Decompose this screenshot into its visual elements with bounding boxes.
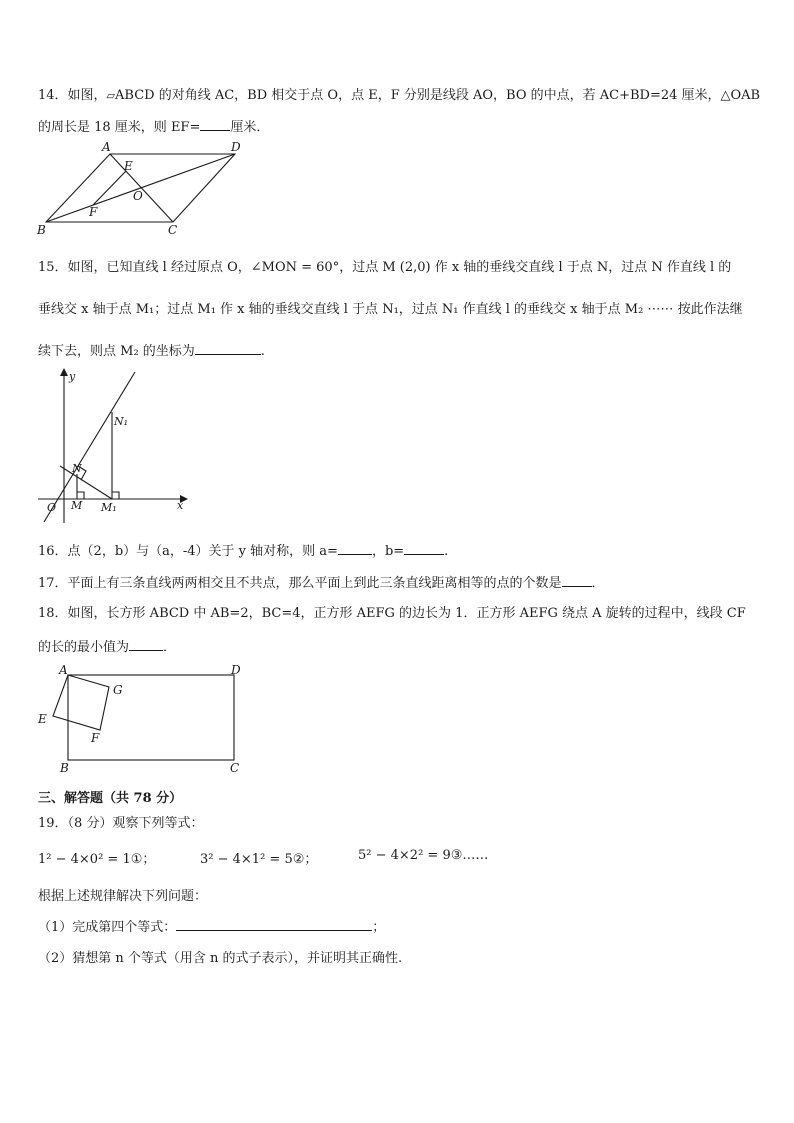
q15-text-b: .	[260, 344, 265, 359]
q16-text-a: 16．点（2，b）与（a，-4）关于 y 轴对称，则 a=	[38, 544, 338, 559]
q16-blank-b[interactable]	[404, 554, 444, 555]
right-angle-m1	[112, 492, 119, 499]
q18-line2	[38, 636, 176, 655]
q19-part1	[38, 916, 385, 935]
q19-eq3: 5² − 4×2² = 9③……	[358, 848, 489, 863]
q15-label-m: M	[71, 499, 83, 512]
q16-blank-a[interactable]	[338, 554, 372, 555]
q17-line	[38, 572, 605, 591]
right-angle-m	[77, 492, 84, 499]
q14-label-a: A	[102, 140, 111, 154]
q15-answer-blank[interactable]	[195, 354, 261, 355]
q18-label-e: E	[38, 712, 47, 726]
q18-text-a: 的长的最小值为	[38, 640, 130, 655]
q16-text-b: ，b=	[371, 544, 405, 559]
q15-label-y: y	[69, 370, 76, 383]
parallelogram-symbol: ▱	[106, 89, 116, 102]
q18-label-a: A	[59, 663, 68, 677]
q14-figure	[30, 140, 260, 240]
q14-line1	[38, 84, 760, 103]
q15-label-m1: M₁	[101, 501, 117, 514]
q18-answer-blank[interactable]	[129, 650, 163, 651]
q19-eq2: 3² − 4×1² = 5②；	[200, 852, 318, 867]
q15-line2: 垂线交 x 轴于点 M₁；过点 M₁ 作 x 轴的垂线交直线 l 于点 N₁，过点 N₁ 作直线 l 的垂线交 x 轴于点 M₂ ⋯⋯ 按此作法继	[38, 302, 743, 317]
q18-figure	[30, 660, 250, 778]
q17-answer-blank[interactable]	[562, 586, 592, 587]
q14-text-c: 的周长是 18 厘米，则 EF=	[38, 120, 201, 135]
q15-label-x: x	[177, 499, 184, 512]
q18-rectangle	[68, 675, 234, 760]
q16-line	[38, 540, 448, 559]
q14-label-c: C	[168, 223, 178, 237]
q14-label-e: E	[124, 159, 133, 173]
q14-label-b: B	[37, 223, 46, 237]
q14-line2	[38, 116, 269, 135]
q17-text-b: ．	[591, 576, 605, 591]
q18-line1: 18．如图，长方形 ABCD 中 AB=2，BC=4，正方形 AEFG 的边长为 1．正方形 AEFG 绕点 A 旋转的过程中，线段 CF	[38, 606, 746, 621]
q19-part2: （2）猜想第 n 个等式（用含 n 的式子表示），并证明其正确性.	[38, 951, 403, 966]
q19-eq1: 1² − 4×0² = 1①；	[38, 852, 156, 867]
q19-part1-text: （1）完成第四个等式：	[38, 920, 177, 935]
q18-square	[53, 675, 109, 730]
q14-text-a: 14．如图，	[38, 88, 107, 103]
q14-label-f: F	[89, 205, 98, 219]
q18-label-b: B	[60, 761, 69, 775]
q19-intro: 19．（8 分）观察下列等式：	[38, 816, 204, 831]
q14-text-b: ABCD 的对角线 AC，BD 相交于点 O，点 E，F 分别是线段 AO，BO 的中点，若 AC+BD=24 厘米，△OAB	[115, 88, 761, 103]
q18-label-d: D	[231, 663, 241, 677]
q18-label-f: F	[91, 731, 100, 745]
q14-diagonal-bd	[46, 154, 235, 222]
q15-label-n1: N₁	[114, 415, 129, 428]
q19-rule: 根据上述规律解决下列问题：	[38, 889, 208, 904]
q15-line1: 15．如图，已知直线 l 经过原点 O，∠MON = 60°，过点 M (2,0) 作 x 轴的垂线交直线 l 于点 N，过点 N 作直线 l 的	[38, 260, 732, 275]
q18-label-g: G	[113, 683, 123, 697]
q19-part1-end: ；	[372, 920, 386, 935]
q14-label-d: D	[231, 140, 241, 154]
section-3-heading: 三、解答题（共 78 分）	[38, 791, 183, 806]
q14-answer-blank[interactable]	[200, 130, 230, 131]
q14-label-o: O	[133, 189, 143, 203]
q15-label-o: O	[47, 501, 57, 514]
q14-text-d: 厘米．	[230, 120, 270, 135]
q18-text-b: ．	[163, 640, 177, 655]
q18-label-c: C	[230, 761, 240, 775]
q19-part1-blank[interactable]	[176, 930, 372, 931]
y-axis-arrow	[60, 368, 68, 376]
q16-text-c: .	[444, 544, 449, 559]
q15-figure	[30, 368, 200, 528]
q15-label-n: N	[72, 462, 82, 475]
q15-line3	[38, 340, 265, 359]
q14-segment-ef	[93, 171, 126, 205]
q17-text-a: 17．平面上有三条直线两两相交且不共点，那么平面上到此三条直线距离相等的点的个数是	[38, 576, 562, 591]
q15-text-a: 续下去，则点 M₂ 的坐标为	[38, 344, 195, 359]
